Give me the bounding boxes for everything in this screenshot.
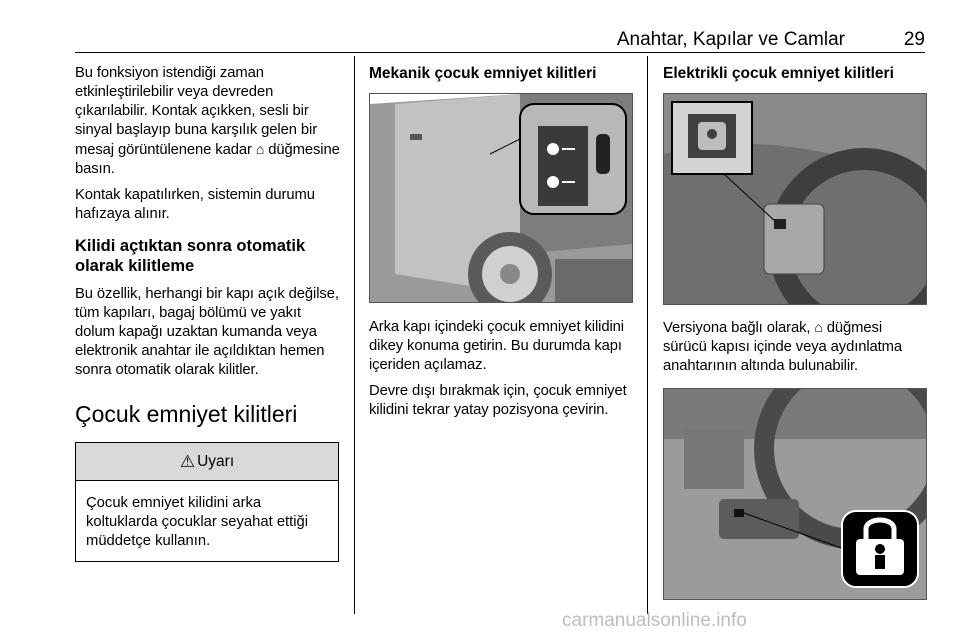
- mechanical-heading: Mekanik çocuk emniyet kilitleri: [369, 65, 597, 82]
- column-2: [369, 64, 634, 427]
- autolock-heading: Kilidi açtıktan sonra otomatik olarak kilitleme: [75, 237, 306, 275]
- column-divider-1: [354, 56, 355, 614]
- header-rule: [75, 52, 925, 53]
- electric-lock-illustration-dash: [663, 388, 927, 600]
- intro-paragraph: [75, 64, 340, 179]
- warning-text: Çocuk emniyet kilidini arka koltuklarda çocuklar seyahat ettiği müddetçe kullanın.: [86, 495, 309, 549]
- chapter-title: Anahtar, Kapılar ve Camlar: [616, 29, 845, 50]
- intro-text: Bu fonksiyon istendiği zaman etkinleştirilebilir veya devreden çıkarılabilir. Kontak açıkken, sesli bir sinyal başlayıp buna karşılık gelen bir mesaj görüntülenene kadar: [75, 65, 318, 158]
- warning-box: [75, 442, 339, 562]
- page-number: 29: [903, 29, 925, 50]
- mechanical-lock-illustration: [369, 93, 633, 303]
- column-divider-2: [647, 56, 648, 614]
- mechanical-paragraph-2: Devre dışı bırakmak için, çocuk emniyet kilidini tekrar yatay pozisyona çevirin.: [369, 383, 627, 418]
- electric-heading: Elektrikli çocuk emniyet kilitleri: [663, 65, 894, 82]
- warning-title: Uyarı: [197, 452, 235, 470]
- child-locks-heading: Çocuk emniyet kilitleri: [75, 401, 298, 427]
- warning-triangle-icon: ⚠: [179, 451, 196, 471]
- intro-text-end: düğmesine basın.: [75, 142, 340, 177]
- electric-lock-illustration-door: [663, 93, 927, 305]
- memory-paragraph: Kontak kapatılırken, sistemin durumu hafızaya alınır.: [75, 187, 315, 222]
- autolock-paragraph: Bu özellik, herhangi bir kapı açık değilse, tüm kapıları, bagaj bölümü ve yakıt dolum kapağı uzaktan kumanda veya elektronik anahtar ile açıldıktan hemen sonra otomatik olarak kilitler.: [75, 286, 339, 378]
- lock-child-icon: ⌂: [814, 319, 823, 335]
- warning-header: [76, 443, 338, 481]
- column-1: [75, 64, 340, 562]
- running-header: [75, 28, 925, 52]
- mechanical-paragraph-1: Arka kapı içindeki çocuk emniyet kilidini dikey konuma getirin. Bu durumda kapı içeriden açılamaz.: [369, 319, 624, 373]
- electric-text-start: Versiyona bağlı olarak,: [663, 320, 811, 336]
- electric-paragraph: [663, 318, 928, 376]
- watermark: carmanualsonline.info: [562, 610, 747, 631]
- column-3: [663, 64, 928, 600]
- electric-text-end: düğmesi sürücü kapısı içinde veya aydınlatma anahtarının altında bulunabilir.: [663, 320, 903, 374]
- lock-child-icon: ⌂: [255, 141, 265, 157]
